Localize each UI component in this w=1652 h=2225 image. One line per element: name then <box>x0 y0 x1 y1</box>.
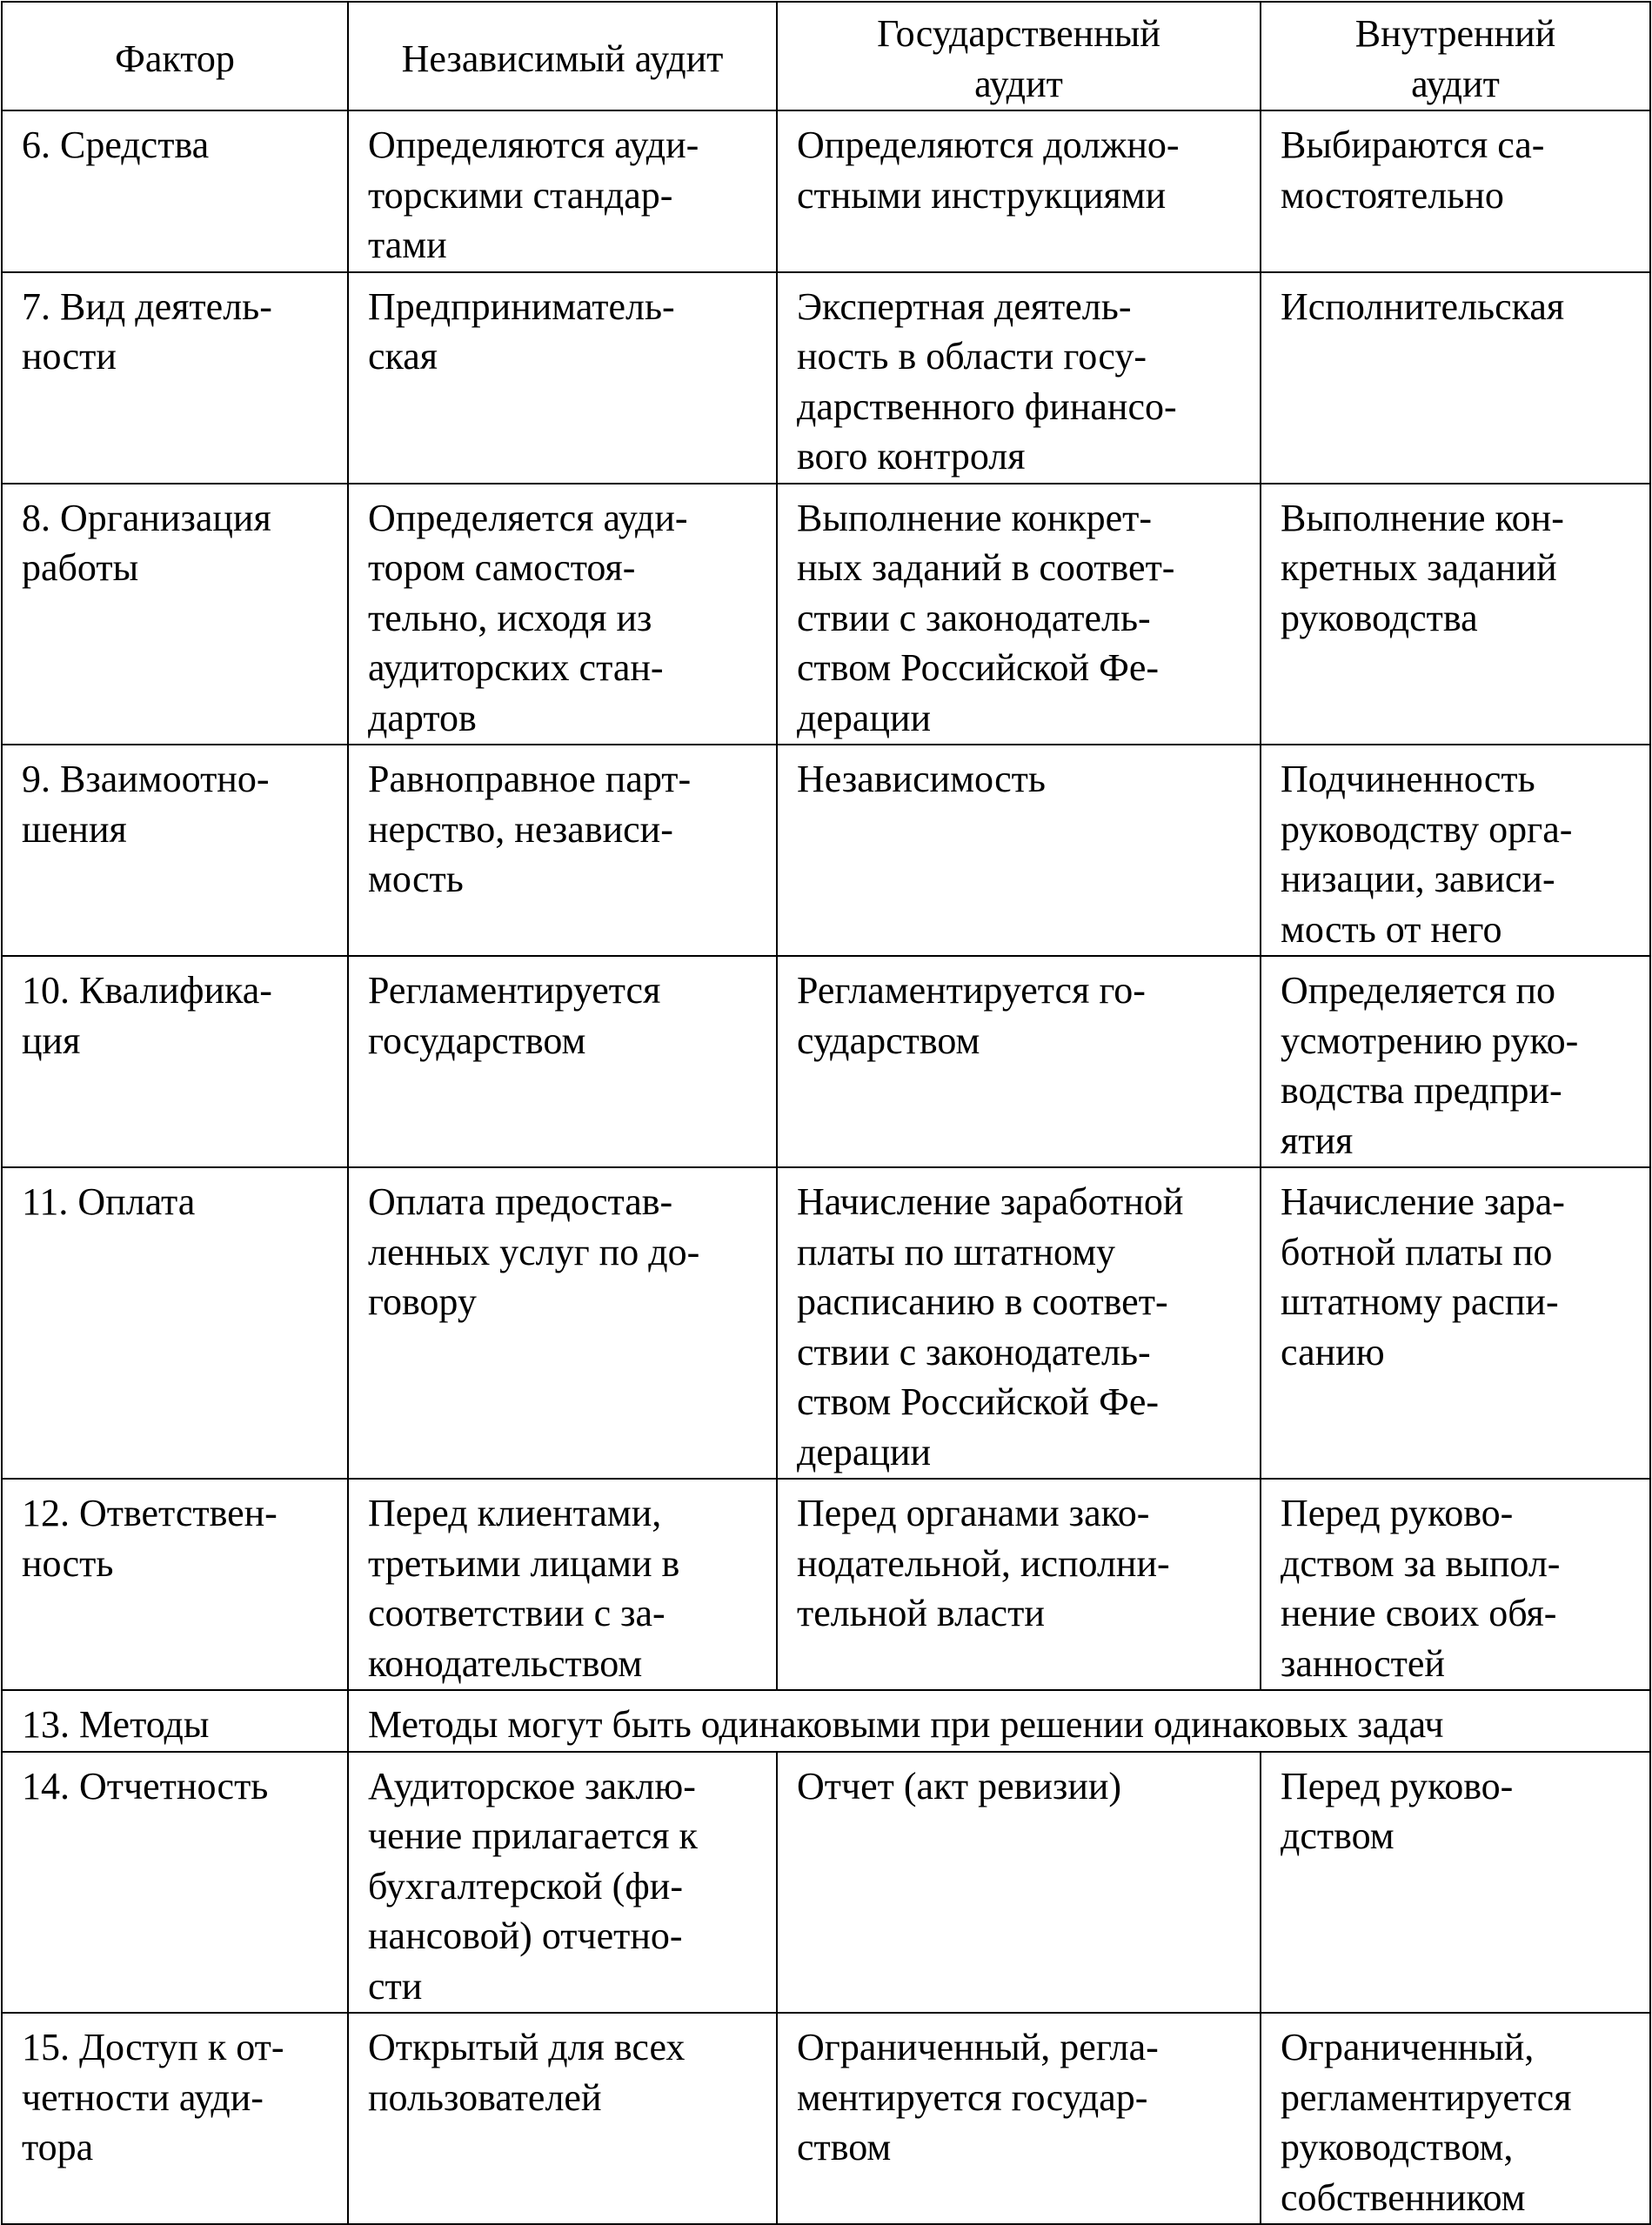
table-header-row <box>2 2 1650 110</box>
cell-state: Ограниченный, регла- ментируется государ- ством <box>777 2013 1261 2224</box>
table-row <box>2 956 1650 1167</box>
header-internal-audit: Внутренний аудит <box>1261 2 1650 110</box>
table-row <box>2 1752 1650 2014</box>
cell-state: Отчет (акт ревизии) <box>777 1752 1261 2014</box>
cell-independent: Равноправное парт- нерство, независи- мость <box>348 745 777 956</box>
cell-state: Начисление заработной платы по штатному расписанию в соответ- ствии с законодатель- ством Российской Фе- дерации <box>777 1167 1261 1479</box>
cell-internal: Перед руково- дством за выпол- нение своих обя- занностей <box>1261 1479 1650 1690</box>
cell-state: Экспертная деятель- ность в области госу- дарственного финансо- вого контроля <box>777 272 1261 484</box>
cell-factor: 7. Вид деятель- ности <box>2 272 348 484</box>
cell-state: Выполнение конкрет- ных заданий в соответ- ствии с законодатель- ством Российской Фе- дерации <box>777 484 1261 745</box>
cell-state: Регламентируется го- сударством <box>777 956 1261 1167</box>
table-row <box>2 1690 1650 1752</box>
cell-independent: Открытый для всех пользователей <box>348 2013 777 2224</box>
cell-internal: Выполнение кон- кретных заданий руководства <box>1261 484 1650 745</box>
cell-internal: Выбираются са- мостоятельно <box>1261 110 1650 272</box>
cell-internal: Исполнительская <box>1261 272 1650 484</box>
cell-merged-methods: Методы могут быть одинаковыми при решении одинаковых задач <box>348 1690 1650 1752</box>
table-row <box>2 484 1650 745</box>
table-row <box>2 745 1650 956</box>
cell-state: Определяются должно- стными инструкциями <box>777 110 1261 272</box>
cell-factor: 12. Ответствен- ность <box>2 1479 348 1690</box>
cell-factor: 9. Взаимоотно- шения <box>2 745 348 956</box>
header-factor: Фактор <box>2 2 348 110</box>
table-row <box>2 1167 1650 1479</box>
cell-state: Независимость <box>777 745 1261 956</box>
cell-independent: Определяется ауди- тором самостоя- тельно, исходя из аудиторских стан- дартов <box>348 484 777 745</box>
cell-internal: Ограниченный, регламентируется руководством, собственником <box>1261 2013 1650 2224</box>
cell-state: Перед органами зако- нодательной, исполни- тельной власти <box>777 1479 1261 1690</box>
cell-factor: 11. Оплата <box>2 1167 348 1479</box>
cell-factor: 15. Доступ к от- четности ауди- тора <box>2 2013 348 2224</box>
cell-independent: Перед клиентами, третьими лицами в соответствии с за- конодательством <box>348 1479 777 1690</box>
cell-factor: 14. Отчетность <box>2 1752 348 2014</box>
cell-internal: Перед руково- дством <box>1261 1752 1650 2014</box>
cell-internal: Определяется по усмотрению руко- водства предпри- ятия <box>1261 956 1650 1167</box>
cell-factor: 8. Организация работы <box>2 484 348 745</box>
cell-internal: Начисление зара- ботной платы по штатному распи- санию <box>1261 1167 1650 1479</box>
table-row <box>2 110 1650 272</box>
table-row <box>2 2013 1650 2224</box>
audit-comparison-table <box>1 1 1651 2225</box>
cell-independent: Предприниматель- ская <box>348 272 777 484</box>
cell-factor: 13. Методы <box>2 1690 348 1752</box>
cell-internal: Подчиненность руководству орга- низации, зависи- мость от него <box>1261 745 1650 956</box>
table-row <box>2 272 1650 484</box>
cell-independent: Аудиторское заклю- чение прилагается к бухгалтерской (фи- нансовой) отчетно- сти <box>348 1752 777 2014</box>
table-row <box>2 1479 1650 1690</box>
cell-factor: 6. Средства <box>2 110 348 272</box>
cell-factor: 10. Квалифика- ция <box>2 956 348 1167</box>
header-independent-audit: Независимый аудит <box>348 2 777 110</box>
cell-independent: Определяются ауди- торскими стандар- тами <box>348 110 777 272</box>
header-state-audit: Государственный аудит <box>777 2 1261 110</box>
cell-independent: Регламентируется государством <box>348 956 777 1167</box>
cell-independent: Оплата предостав- ленных услуг по до- говору <box>348 1167 777 1479</box>
